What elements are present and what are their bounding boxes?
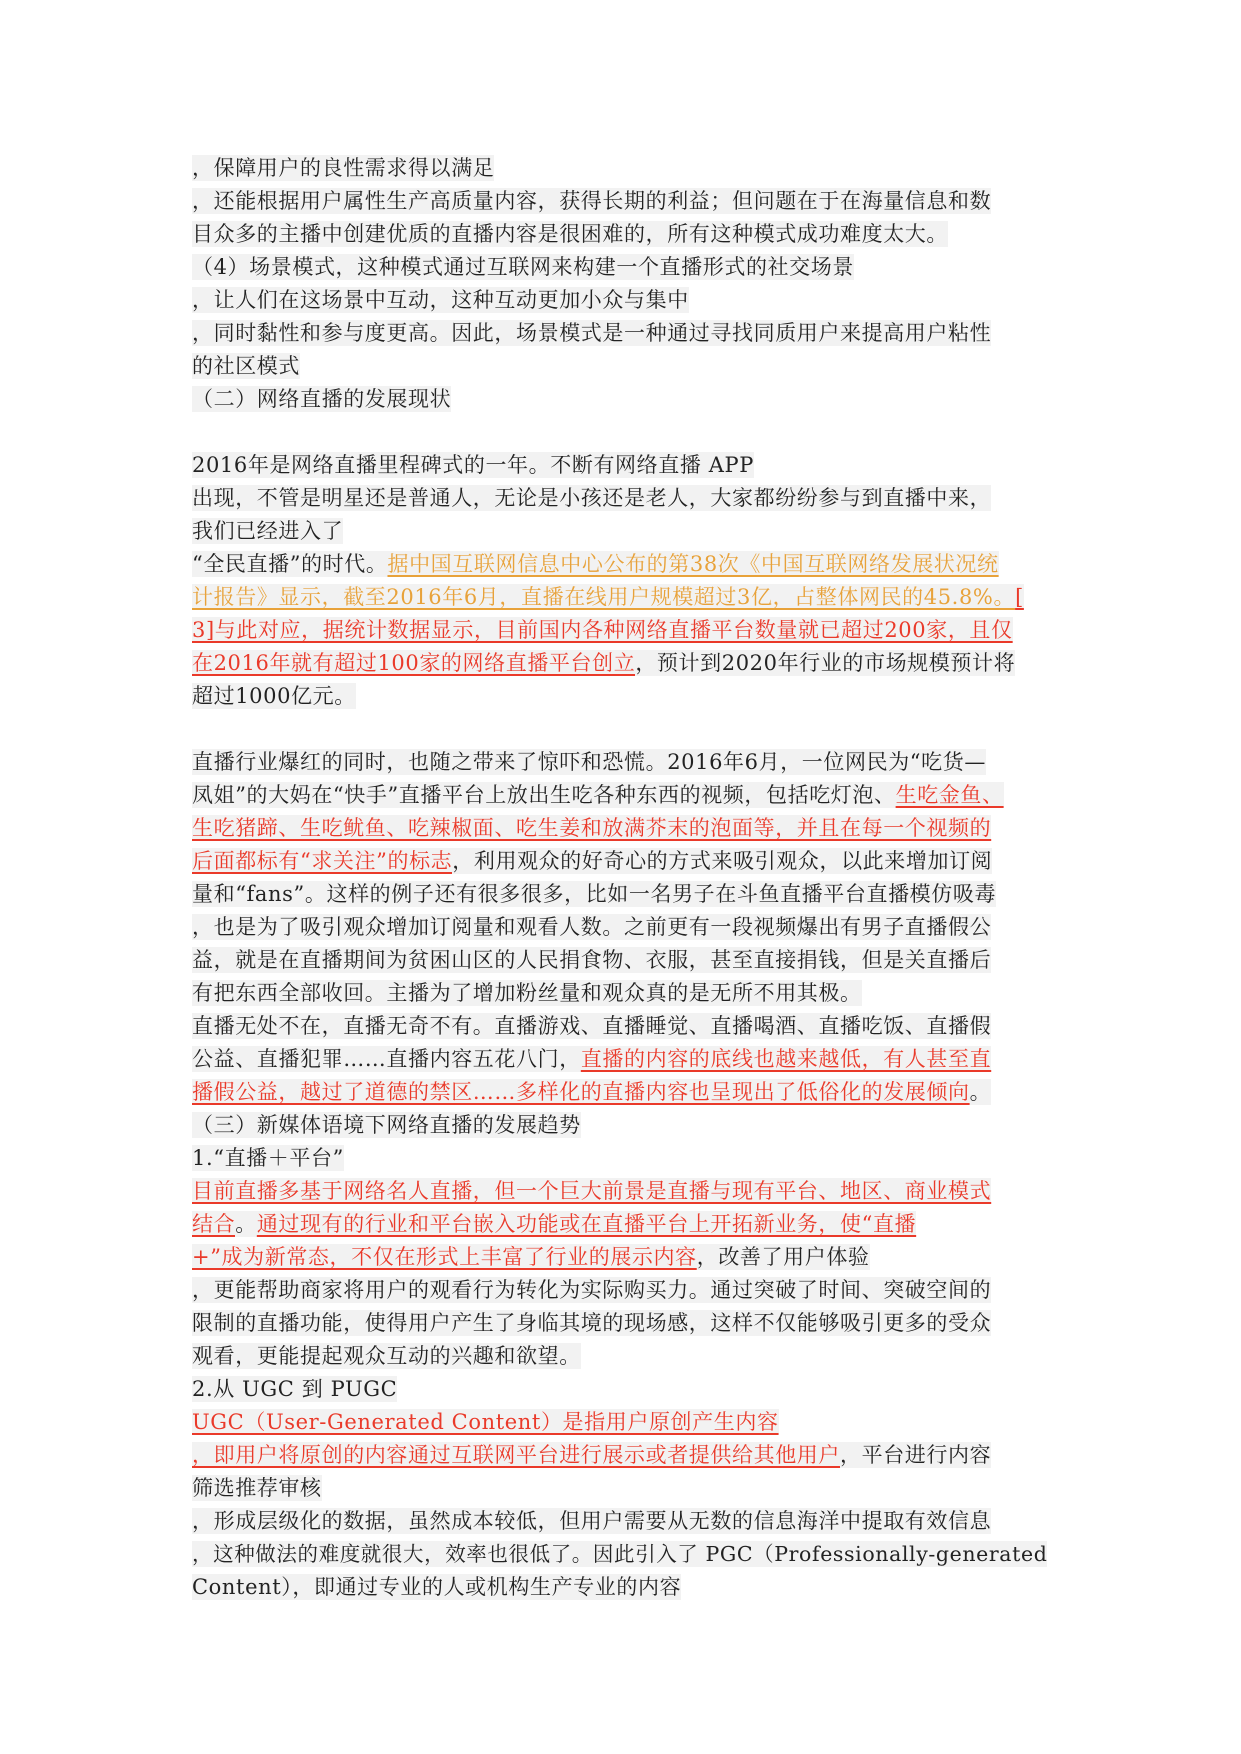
highlight-red-segment: 目前直播多基于网络名人直播，但一个巨大前景是直播与现有平台、地区、商业模式 xyxy=(192,1179,992,1203)
blank-line xyxy=(192,416,1052,449)
text-segment: 凤姐”的大妈在“快手”直播平台上放出生吃各种东西的视频，包括吃灯泡、 xyxy=(192,783,896,807)
text-segment: 筛选推荐审核 xyxy=(192,1476,322,1500)
text-segment: 目众多的主播中创建优质的直播内容是很困难的，所有这种模式成功难度太大。 xyxy=(192,222,948,246)
text-line xyxy=(192,746,1052,779)
text-line xyxy=(192,944,1052,977)
text-line xyxy=(192,449,1052,482)
text-segment: ，更能帮助商家将用户的观看行为转化为实际购买力。通过突破了时间、突破空间的 xyxy=(192,1278,992,1302)
text-line xyxy=(192,317,1052,350)
text-line xyxy=(192,647,1052,680)
highlight-red-segment: 直播的内容的底线也越来越低，有人甚至直 xyxy=(580,1047,992,1071)
text-segment: 超过1000亿元。 xyxy=(192,684,356,708)
text-segment: 的社区模式 xyxy=(192,354,300,378)
text-line xyxy=(192,1307,1052,1340)
highlight-red-segment: +”成为新常态，不仅在形式上丰富了行业的展示内容 xyxy=(192,1245,697,1269)
text-segment: 。 xyxy=(969,1080,992,1104)
text-line xyxy=(192,1043,1052,1076)
text-line xyxy=(192,812,1052,845)
text-line xyxy=(192,680,1052,713)
text-line xyxy=(192,1241,1052,1274)
text-line xyxy=(192,1406,1052,1439)
text-line xyxy=(192,977,1052,1010)
text-line xyxy=(192,350,1052,383)
highlight-red-segment: 生吃猪蹄、生吃鱿鱼、吃辣椒面、吃生姜和放满芥末的泡面等，并且在每一个视频的 xyxy=(192,816,992,840)
document-page xyxy=(192,152,1052,1604)
highlight-red-segment: 生吃金鱼、 xyxy=(895,783,1004,807)
text-segment: 直播行业爆红的同时，也随之带来了惊吓和恐慌。2016年6月，一位网民为“吃货— xyxy=(192,750,986,774)
text-segment: ，同时黏性和参与度更高。因此，场景模式是一种通过寻找同质用户来提高用户粘性 xyxy=(192,321,992,345)
text-segment: ，还能根据用户属性生产高质量内容，获得长期的利益；但问题在于在海量信息和数 xyxy=(192,189,992,213)
text-segment: 2.从 UGC 到 PUGC xyxy=(192,1377,398,1401)
text-segment: 。 xyxy=(235,1212,257,1236)
text-segment: ，形成层级化的数据，虽然成本较低，但用户需要从无数的信息海洋中提取有效信息 xyxy=(192,1509,992,1533)
text-line xyxy=(192,1373,1052,1406)
text-segment: Content），即通过专业的人或机构生产专业的内容 xyxy=(192,1575,682,1599)
highlight-red-segment: 3]与此对应，据统计数据显示，目前国内各种网络直播平台数量就已超过200家，且仅 xyxy=(192,618,1013,642)
text-segment: （4）场景模式，这种模式通过互联网来构建一个直播形式的社交场景 xyxy=(192,255,854,279)
text-segment: ，让人们在这场景中互动，这种互动更加小众与集中 xyxy=(192,288,689,312)
text-line xyxy=(192,1076,1052,1109)
text-line xyxy=(192,614,1052,647)
text-segment: 限制的直播功能，使得用户产生了身临其境的现场感，这样不仅能够吸引更多的受众 xyxy=(192,1311,992,1335)
text-segment: 2016年是网络直播里程碑式的一年。不断有网络直播 APP xyxy=(192,453,754,477)
text-line xyxy=(192,482,1052,515)
text-line xyxy=(192,1175,1052,1208)
highlight-red-segment: 结合 xyxy=(192,1212,236,1236)
text-segment: 我们已经进入了 xyxy=(192,519,344,543)
text-line xyxy=(192,1439,1052,1472)
text-line xyxy=(192,1472,1052,1505)
text-segment: 出现，不管是明星还是普通人，无论是小孩还是老人，大家都纷纷参与到直播中来， xyxy=(192,486,992,510)
text-segment: ，也是为了吸引观众增加订阅量和观看人数。之前更有一段视频爆出有男子直播假公 xyxy=(192,915,992,939)
text-segment: 直播无处不在，直播无奇不有。直播游戏、直播睡觉、直播喝酒、直播吃饭、直播假 xyxy=(192,1014,992,1038)
text-line xyxy=(192,1208,1052,1241)
text-line xyxy=(192,581,1052,614)
highlight-red-segment: [ xyxy=(1015,585,1024,609)
text-segment: ，平台进行内容 xyxy=(840,1443,992,1467)
text-line xyxy=(192,878,1052,911)
highlight-red-segment: 通过现有的行业和平台嵌入功能或在直播平台上开拓新业务，使“直播 xyxy=(256,1212,917,1236)
highlight-red-segment: 后面都标有“求关注”的标志 xyxy=(192,849,453,873)
highlight-red-segment: 在2016年就有超过100家的网络直播平台创立 xyxy=(192,651,636,675)
text-line xyxy=(192,1340,1052,1373)
text-line xyxy=(192,284,1052,317)
text-segment: ，利用观众的好奇心的方式来吸引观众，以此来增加订阅 xyxy=(452,849,993,873)
text-segment: ，改善了用户体验 xyxy=(696,1245,870,1269)
text-line xyxy=(192,911,1052,944)
text-segment: 公益、直播犯罪……直播内容五花八门， xyxy=(192,1047,581,1071)
text-line xyxy=(192,1142,1052,1175)
text-segment: ，这种做法的难度就很大，效率也很低了。因此引入了 PGC（Professionally-generated xyxy=(192,1542,1048,1566)
blank-line xyxy=(192,713,1052,746)
text-line xyxy=(192,1505,1052,1538)
text-segment: ，保障用户的良性需求得以满足 xyxy=(192,156,495,180)
text-line xyxy=(192,251,1052,284)
text-line xyxy=(192,1274,1052,1307)
highlight-red-segment: 播假公益，越过了道德的禁区……多样化的直播内容也呈现出了低俗化的发展倾向 xyxy=(192,1080,970,1104)
text-segment: （三）新媒体语境下网络直播的发展趋势 xyxy=(192,1113,581,1137)
text-line xyxy=(192,1538,1052,1571)
text-segment: 观看，更能提起观众互动的兴趣和欲望。 xyxy=(192,1344,581,1368)
text-line xyxy=(192,845,1052,878)
text-line xyxy=(192,218,1052,251)
text-segment: 益，就是在直播期间为贫困山区的人民捐食物、衣服，甚至直接捐钱，但是关直播后 xyxy=(192,948,992,972)
text-line xyxy=(192,515,1052,548)
text-segment: “全民直播”的时代。 xyxy=(192,552,388,576)
text-line xyxy=(192,1010,1052,1043)
text-segment: 有把东西全部收回。主播为了增加粉丝量和观众真的是无所不用其极。 xyxy=(192,981,862,1005)
text-segment: 1.“直播＋平台” xyxy=(192,1146,344,1170)
text-line xyxy=(192,185,1052,218)
text-line xyxy=(192,1571,1052,1604)
text-line xyxy=(192,383,1052,416)
text-line xyxy=(192,779,1052,812)
text-line xyxy=(192,1109,1052,1142)
text-segment: ，预计到2020年行业的市场规模预计将 xyxy=(635,651,1016,675)
text-segment: 量和“fans”。这样的例子还有很多很多，比如一名男子在斗鱼直播平台直播模仿吸毒 xyxy=(192,882,997,906)
text-line xyxy=(192,152,1052,185)
text-segment: （二）网络直播的发展现状 xyxy=(192,387,452,411)
highlight-red-segment: ，即用户将原创的内容通过互联网平台进行展示或者提供给其他用户 xyxy=(192,1443,840,1467)
highlight-red-segment: UGC（User-Generated Content）是指用户原创产生内容 xyxy=(192,1410,779,1434)
text-line xyxy=(192,548,1052,581)
highlight-orange-segment: 计报告》显示，截至2016年6月，直播在线用户规模超过3亿，占整体网民的45.8%。 xyxy=(192,585,1016,609)
highlight-orange-segment: 据中国互联网信息中心公布的第38次《中国互联网络发展状况统 xyxy=(387,552,999,576)
